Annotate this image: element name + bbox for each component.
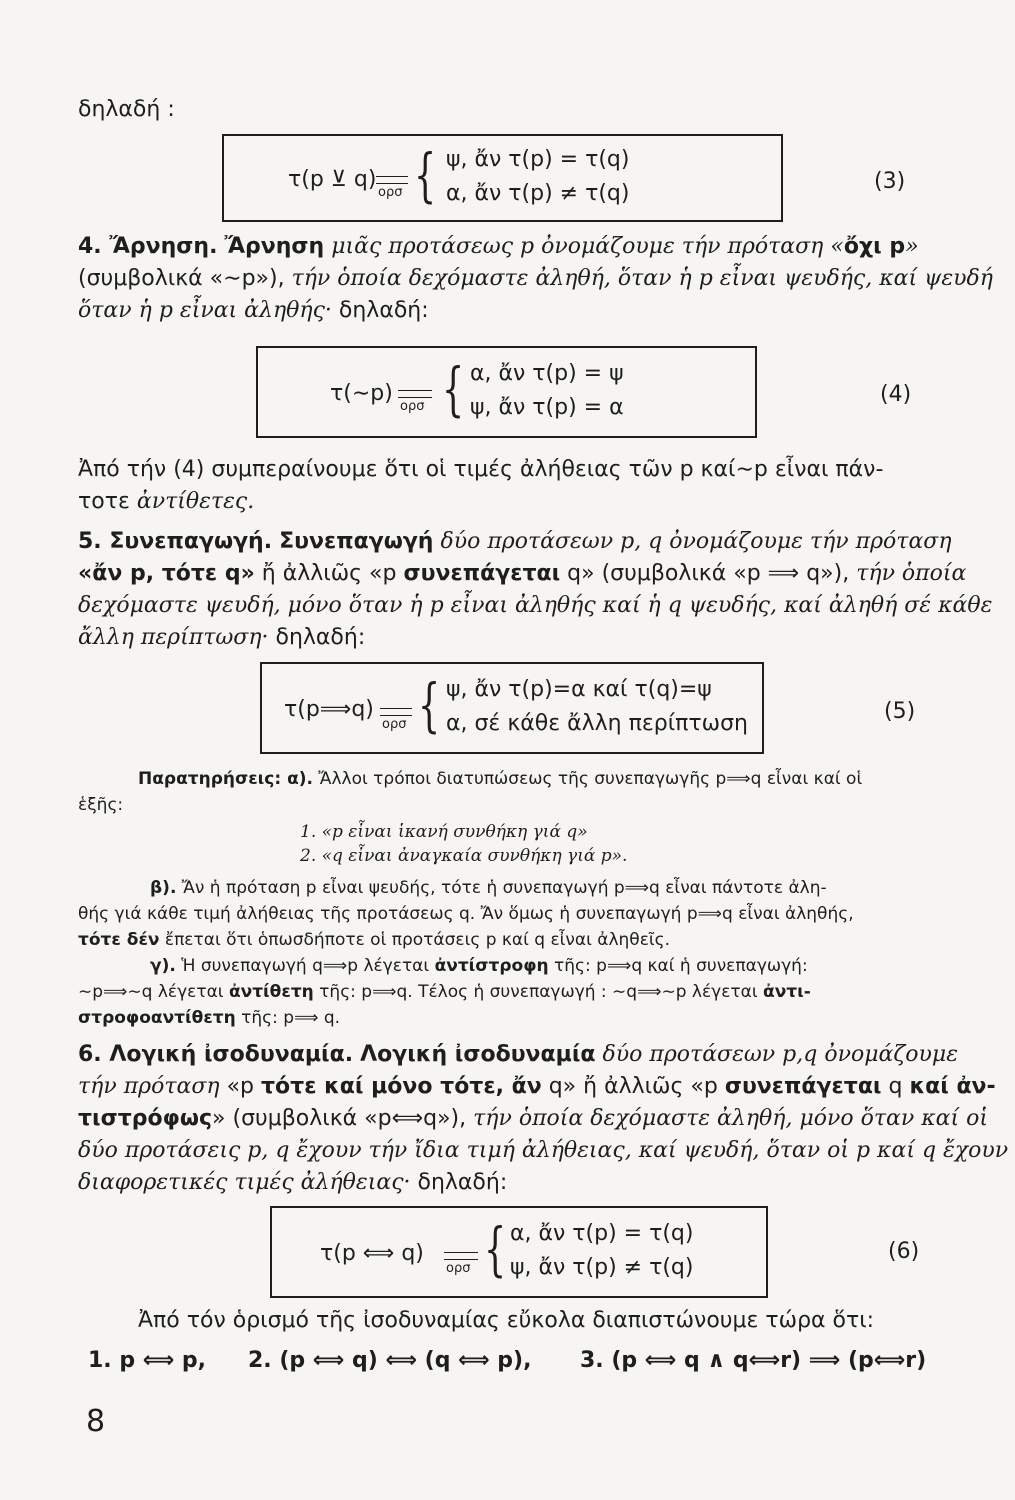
- notes-alpha-a: Παρατηρήσεις: α).: [138, 769, 314, 789]
- sec4-p1-0: Ἄρνηση: [224, 234, 325, 259]
- sec6-line3: [78, 1104, 988, 1134]
- eq5-ors-label: ορσ: [382, 717, 407, 732]
- eq3-case1: ψ, ἄν τ(p) = τ(q): [446, 147, 630, 172]
- notes-gamma-1a: γ).: [150, 956, 176, 976]
- eq5-case2: α, σέ κάθε ἄλλη περίπτωση: [446, 711, 748, 736]
- sec5-l4a: ἄλλη περίπτωση·: [78, 625, 269, 650]
- notes-gamma-1b: Ἡ συνεπαγωγή q⟹p λέγεται: [175, 956, 435, 976]
- sec6-l5b: δηλαδή:: [410, 1170, 508, 1195]
- eq5-case1: ψ, ἄν τ(p)=α καί τ(q)=ψ: [446, 677, 712, 702]
- eq4-case1: α, ἄν τ(p) = ψ: [470, 361, 624, 386]
- notes-alpha-line1: [138, 767, 862, 791]
- after4-line1: Ἀπό τήν (4) συμπεραίνουμε ὅτι οἱ τιμές ἀλήθειας τῶν p καί∼p εἶναι πάν-: [78, 457, 884, 482]
- final-line: Ἀπό τόν ὁρισμό τῆς ἰσοδυναμίας εὔκολα διαπιστώνουμε τώρα ὅτι:: [138, 1308, 875, 1333]
- sec6-l3b: » (συμβολικά «p⟺q»),: [212, 1106, 467, 1131]
- notes-gamma-3b: τῆς: p⟹ q.: [235, 1008, 341, 1028]
- sec4-line2b: τήν ὁποία δεχόμαστε ἀληθή, ὅταν ἡ p εἶναι ψευδής, καί ψευδή: [284, 266, 993, 291]
- sec5-heading: 5. Συνεπαγωγή.: [78, 529, 273, 554]
- notes-gamma-line3: [78, 1006, 340, 1030]
- sec5-l2d: q» (συμβολικά «p ⟹ q»),: [560, 561, 850, 586]
- equation-number-6: (6): [888, 1239, 920, 1264]
- eq3-def-sign: [376, 176, 408, 184]
- notes-beta-line1: [150, 876, 827, 900]
- eq5-lhs: τ(p⟹q): [284, 697, 374, 722]
- sec5-l1b: δύο προτάσεων p, q ὀνομάζουμε τήν πρόταση: [433, 529, 952, 554]
- eq6-case2: ψ, ἄν τ(p) ≠ τ(q): [510, 1255, 694, 1280]
- notes-alpha-c: ἑξῆς:: [78, 795, 124, 815]
- sec4-line2a: (συμβολικά «∼p»),: [78, 266, 285, 291]
- notes-gamma-2d: ἀντι-: [763, 982, 811, 1002]
- notes-gamma-line1: [150, 954, 808, 978]
- eq5-brace: {: [418, 671, 441, 739]
- equation-box-6: [270, 1206, 768, 1298]
- sec6-l2b: «p: [219, 1074, 262, 1099]
- intro-text: δηλαδή :: [78, 97, 175, 122]
- sec6-line2: [78, 1072, 996, 1102]
- sec4-line2: [78, 264, 993, 294]
- notes-beta-line3: [78, 928, 670, 952]
- page-number: 8: [86, 1404, 106, 1439]
- eq6-case1: α, ἄν τ(p) = τ(q): [510, 1221, 694, 1246]
- notes-gamma-line2: [78, 980, 811, 1004]
- eq4-lhs: τ(∼p): [330, 381, 393, 406]
- sec5-l2c: συνεπάγεται: [403, 561, 561, 586]
- equation-box-5: [260, 662, 764, 754]
- sec5-line3: δεχόμαστε ψευδή, μόνο ὅταν ἡ p εἶναι ἀληθής καί ἡ q ψευδής, καί ἀληθή σέ κάθε: [78, 593, 993, 618]
- notes-gamma-1d: τῆς: p⟹q καί ἡ συνεπαγωγή:: [548, 956, 808, 976]
- equation-box-3: [222, 134, 783, 222]
- sec6-l1b: δύο προτάσεων p,q ὀνομάζουμε: [595, 1042, 958, 1067]
- sec6-line1: [78, 1040, 958, 1070]
- after4-line2b: ἀντίθετες.: [129, 489, 255, 514]
- eq6-lhs: τ(p ⟺ q): [320, 1241, 424, 1266]
- sec5-l2e: τήν ὁποία: [849, 561, 967, 586]
- eq4-case2: ψ, ἄν τ(p) = α: [470, 395, 624, 420]
- equation-box-4: [256, 346, 757, 438]
- sec6-l2g: καί ἀν-: [909, 1074, 996, 1099]
- sec4-p1-3: »: [905, 234, 919, 259]
- sec4-line1: [78, 232, 919, 262]
- final-formula-2: 2. (p ⟺ q) ⟺ (q ⟺ p),: [248, 1348, 532, 1373]
- sec4-line3a: ὅταν ἡ p εἶναι ἀληθής·: [78, 298, 332, 323]
- notes-gamma-2b: ἀντίθετη: [228, 982, 314, 1002]
- equation-number-5: (5): [884, 699, 916, 724]
- after4-line2: [78, 487, 254, 517]
- sec6-line4: δύο προτάσεις p, q ἔχουν τήν ἴδια τιμή ἀλήθειας, καί ψευδή, ὅταν οἱ p καί q ἔχουν: [78, 1138, 1009, 1163]
- sec4-line3b: δηλαδή:: [331, 298, 429, 323]
- eq6-ors-label: ορσ: [446, 1261, 471, 1276]
- sec6-l2c: τότε καί μόνο τότε, ἄν: [261, 1074, 542, 1099]
- notes-beta-3a: τότε δέν: [78, 930, 160, 950]
- sec4-line3: [78, 296, 429, 326]
- eq4-ors-label: ορσ: [400, 399, 425, 414]
- eq3-lhs: τ(p ⊻ q): [288, 167, 377, 192]
- final-formula-1: 1. p ⟺ p,: [88, 1348, 207, 1373]
- sec5-l2b: ἤ ἀλλιῶς «p: [254, 561, 404, 586]
- eq4-def-sign: [398, 390, 432, 398]
- sec6-l2f: q: [881, 1074, 910, 1099]
- notes-gamma-1c: ἀντίστροφη: [434, 956, 549, 976]
- notes-beta-a: β).: [150, 878, 177, 898]
- notes-item2: 2. «q εἶναι ἀναγκαία συνθήκη γιά p».: [300, 846, 628, 866]
- sec6-l3c: τήν ὁποία δεχόμαστε ἀληθή, μόνο ὅταν καί οἱ: [466, 1106, 989, 1131]
- sec5-l2a: «ἄν p, τότε q»: [78, 561, 255, 586]
- sec6-l2e: συνεπάγεται: [724, 1074, 882, 1099]
- sec6-l2a: τήν πρόταση: [78, 1074, 220, 1099]
- notes-alpha-b: Ἄλλοι τρόποι διατυπώσεως τῆς συνεπαγωγῆς p⟹q εἶναι καί οἱ: [313, 769, 863, 789]
- eq6-def-sign: [444, 1252, 478, 1260]
- sec6-heading: 6. Λογική ἰσοδυναμία.: [78, 1042, 354, 1067]
- notes-gamma-3a: στροφοαντίθετη: [78, 1008, 236, 1028]
- sec6-l1a: Λογική ἰσοδυναμία: [360, 1042, 596, 1067]
- eq3-case2: α, ἄν τ(p) ≠ τ(q): [446, 181, 630, 206]
- sec6-l2d: q» ἤ ἀλλιῶς «p: [541, 1074, 725, 1099]
- sec6-l3a: τιστρόφως: [78, 1106, 213, 1131]
- sec4-p1-1: μιᾶς προτάσεως p ὀνομάζουμε τήν πρόταση «: [324, 234, 844, 259]
- eq5-def-sign: [380, 708, 412, 716]
- after4-line2a: τοτε: [78, 489, 130, 514]
- equation-number-3: (3): [874, 169, 906, 194]
- notes-item1: 1. «p εἶναι ἱκανή συνθήκη γιά q»: [300, 822, 588, 842]
- notes-beta-3b: ἔπεται ὅτι ὁπωσδήποτε οἱ προτάσεις p καί q εἶναι ἀληθεῖς.: [159, 930, 671, 950]
- sec6-line5: [78, 1168, 507, 1198]
- sec5-line4: [78, 623, 365, 653]
- notes-beta-line2: θής γιά κάθε τιμή ἀλήθειας τῆς προτάσεως q. Ἄν ὅμως ἡ συνεπαγωγή p⟹q εἶναι ἀληθής,: [78, 904, 854, 924]
- eq4-brace: {: [442, 355, 465, 423]
- sec5-l1a: Συνεπαγωγή: [279, 529, 434, 554]
- eq3-ors-label: ορσ: [378, 185, 403, 200]
- sec4-p1-2: ὄχι p: [843, 234, 906, 259]
- sec6-l5a: διαφορετικές τιμές ἀλήθειας·: [78, 1170, 411, 1195]
- sec5-line1: [78, 527, 952, 557]
- sec4-heading: 4. Ἄρνηση.: [78, 234, 218, 259]
- eq3-brace: {: [414, 141, 437, 209]
- notes-gamma-2c: τῆς: p⟹q. Τέλος ἡ συνεπαγωγή : ∼q⟹∼p λέγεται: [313, 982, 764, 1002]
- final-formula-3: 3. (p ⟺ q ∧ q⟺r) ⟹ (p⟺r): [580, 1348, 927, 1373]
- eq6-brace: {: [484, 1215, 507, 1283]
- notes-beta-b: Ἄν ἡ πρόταση p εἶναι ψευδής, τότε ἡ συνεπαγωγή p⟹q εἶναι πάντοτε ἀλη-: [176, 878, 827, 898]
- equation-number-4: (4): [880, 382, 912, 407]
- sec5-l4b: δηλαδή:: [268, 625, 366, 650]
- notes-gamma-2a: ∼p⟹∼q λέγεται: [78, 982, 229, 1002]
- sec5-line2: [78, 559, 966, 589]
